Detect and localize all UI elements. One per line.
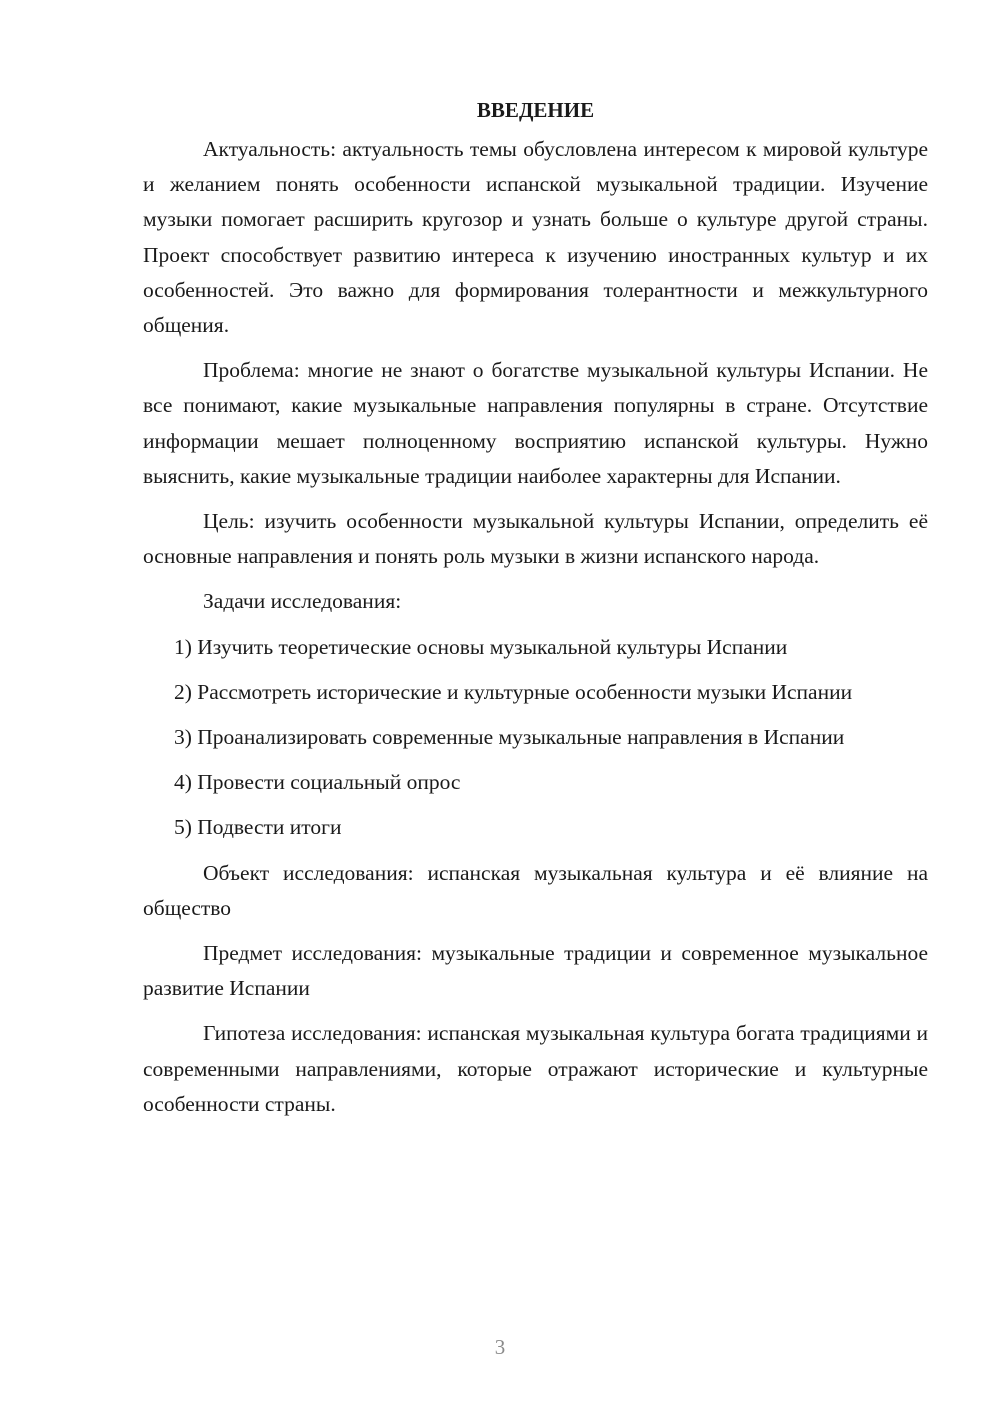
paragraph-subject: Предмет исследования: музыкальные традиции и современное музыкальное развитие Испании [143,941,928,1001]
paragraph-problem: Проблема: многие не знают о богатстве музыкальной культуры Испании. Не все понимают, какие музыкальные направления популярны в стране. Отсутствие информации мешает полноценному восприятию испанской культуры. Нужно выяснить, какие музыкальные традиции наиболее характерны для Испании. [143,358,928,488]
list-item: 5) Подвести итоги [174,815,342,840]
paragraph-object: Объект исследования: испанская музыкальная культура и её влияние на общество [143,860,928,920]
page-number: 3 [494,1335,506,1359]
page-title: ВВЕДЕНИЕ [476,98,595,122]
tasks-heading: Задачи исследования: [203,589,402,614]
list-item: 3) Проанализировать современные музыкальные направления в Испании [174,725,845,750]
tasks-list [143,630,928,846]
paragraph-goal: Цель: изучить особенности музыкальной культуры Испании, определить её основные направления и понять роль музыки в жизни испанского народа. [143,509,928,569]
list-item: 1) Изучить теоретические основы музыкальной культуры Испании [174,634,788,659]
list-item: 2) Рассмотреть исторические и культурные особенности музыки Испании [174,679,853,704]
paragraph-relevance: Актуальность: актуальность темы обусловлена интересом к мировой культуре и желанием понять особенности испанской музыкальной традиции. Изучение музыки помогает расширить кругозор и узнать больше о культуре другой страны. Проект способствует развитию интереса к изучению иностранных культур и их особенностей. Это важно для формирования толерантности и межкультурного общения. [143,137,928,338]
paragraph-hypothesis: Гипотеза исследования: испанская музыкальная культура богата традициями и современными направлениями, которые отражают исторические и культурные особенности страны. [143,1021,928,1116]
list-item: 4) Провести социальный опрос [174,770,461,795]
document-page [143,93,928,1132]
